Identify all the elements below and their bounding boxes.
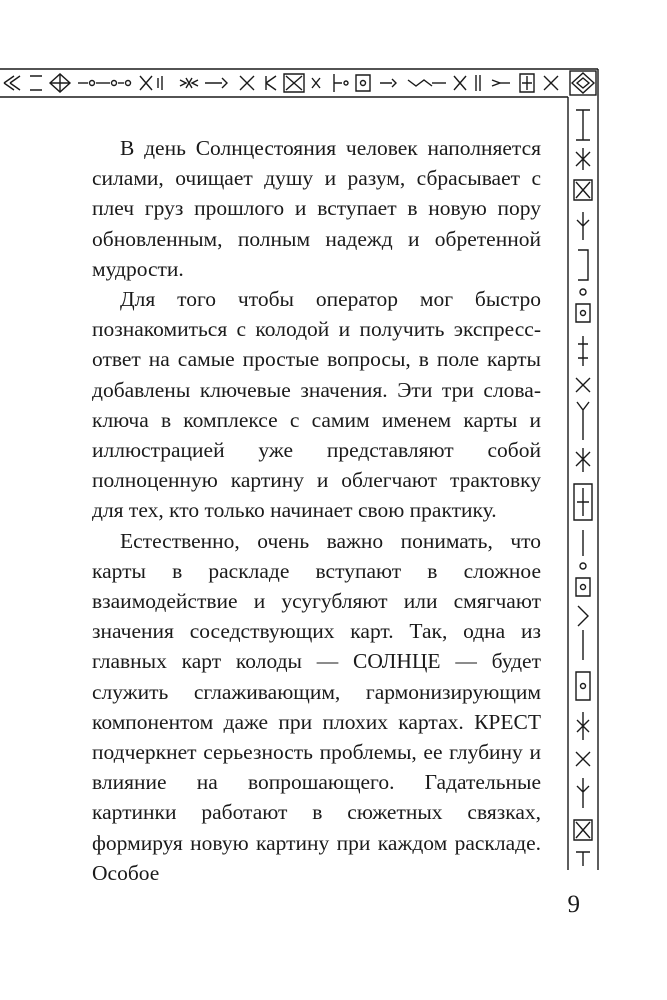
page-number: 9 bbox=[567, 891, 580, 918]
corner-ornament-icon bbox=[570, 71, 596, 95]
paragraph-2: Для того чтобы оператор мог быстро познакомиться с колодой и получить экспресс-ответ на самые простые вопросы, в поле карты добавлены ключевые значения. Эти три слова-ключа в комплексе с самим именем карты и иллюстрацией уже представляют собой полноценную картину и облегчают трактовку для тех, кто только начинает свою практику. bbox=[92, 287, 541, 523]
paragraph-3: Естественно, очень важно понимать, что карты в раскладе вступают в сложное взаимодействие и усугубляют или смягчают значения соседствующих карт. Так, одна из главных карт колоды — СОЛНЦЕ — будет служить сглаживающим, гармонизирующим компонентом даже при плохих картах. КРЕСТ подчеркнет серьезность проблемы, ее глубину и влияние на вопрошающего. Гадательные картинки работают в сюжетных связках, формируя новую картину при каждом раскладе. Особое bbox=[92, 528, 541, 885]
top-border-pattern bbox=[4, 74, 558, 92]
right-border-pattern bbox=[574, 110, 592, 866]
paragraph-1: В день Солнцестояния человек наполняется силами, очищает душу и разум, сбрасывает с плеч груз прошлого и вступает в новую пору обновленным, полным надежд и обретенной мудрости. bbox=[92, 136, 541, 281]
body-text bbox=[92, 133, 541, 888]
